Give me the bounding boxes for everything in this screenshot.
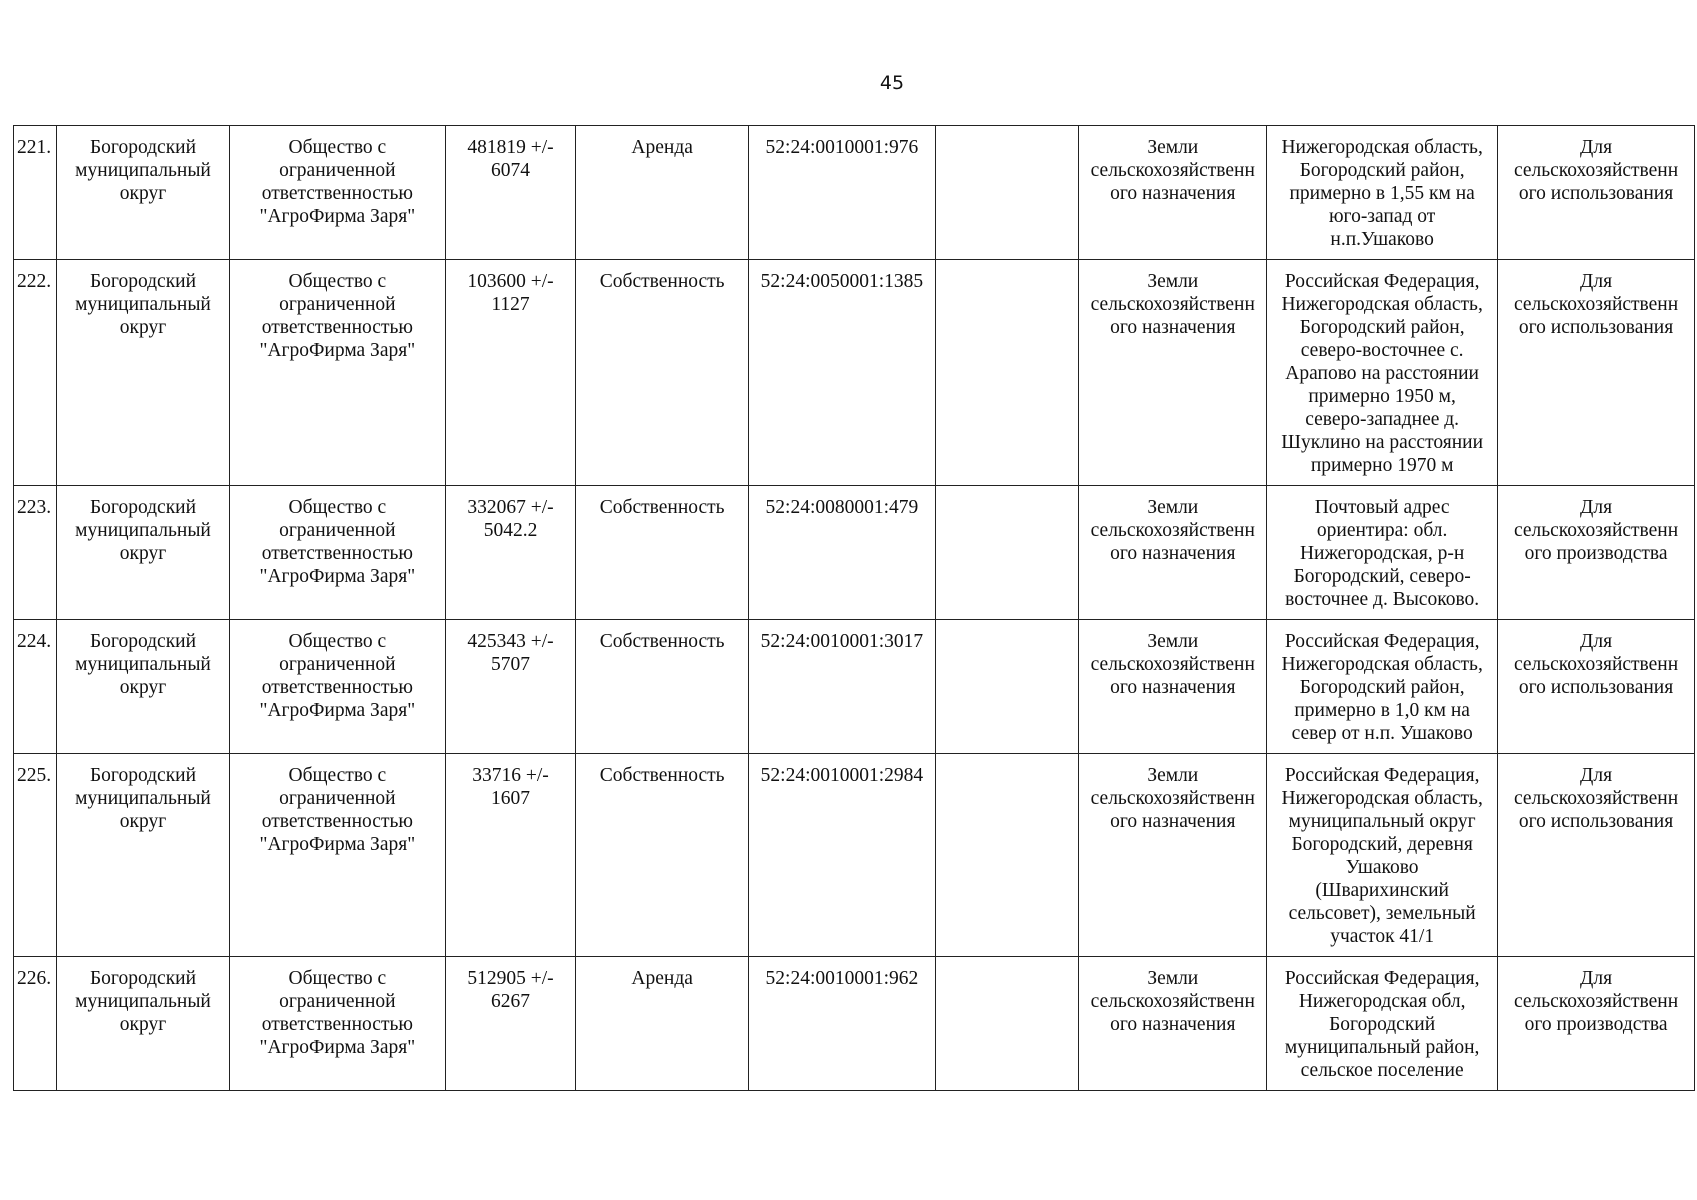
table-row (14, 486, 1695, 620)
row-number: 224. (14, 620, 57, 754)
owner-cell: Общество с ограниченной ответственностью "АгроФирма Заря" (229, 620, 445, 754)
permitted-use-cell: Для сельскохозяйственн ого использования (1498, 620, 1695, 754)
right-type-cell: Собственность (576, 260, 749, 486)
permitted-use-cell: Для сельскохозяйственн ого использования (1498, 754, 1695, 957)
land-category-cell: Земли сельскохозяйственн ого назначения (1079, 260, 1267, 486)
area-cell: 481819 +/- 6074 (445, 126, 576, 260)
right-type-cell: Аренда (576, 957, 749, 1091)
district-cell: Богородский муниципальный округ (57, 754, 230, 957)
permitted-use-cell: Для сельскохозяйственн ого использования (1498, 260, 1695, 486)
row-number: 225. (14, 754, 57, 957)
row-number: 226. (14, 957, 57, 1091)
cadastral-number-cell: 52:24:0080001:479 (749, 486, 936, 620)
row-number: 221. (14, 126, 57, 260)
page-number: 45 (879, 72, 905, 94)
empty-cell (935, 486, 1079, 620)
right-type-cell: Собственность (576, 754, 749, 957)
right-type-cell: Собственность (576, 620, 749, 754)
address-cell: Российская Федерация, Нижегородская область, Богородский район, северо-восточнее с. Арапово на расстоянии примерно 1950 м, северо-западнее д. Шуклино на расстоянии примерно 1970 м (1267, 260, 1498, 486)
cadastral-number-cell: 52:24:0010001:3017 (749, 620, 936, 754)
cadastral-number-cell: 52:24:0050001:1385 (749, 260, 936, 486)
owner-cell: Общество с ограниченной ответственностью "АгроФирма Заря" (229, 754, 445, 957)
district-cell: Богородский муниципальный округ (57, 260, 230, 486)
address-cell: Почтовый адрес ориентира: обл. Нижегородская, р-н Богородский, северо- восточнее д. Высоково. (1267, 486, 1498, 620)
land-category-cell: Земли сельскохозяйственн ого назначения (1079, 620, 1267, 754)
owner-cell: Общество с ограниченной ответственностью "АгроФирма Заря" (229, 486, 445, 620)
area-cell: 425343 +/- 5707 (445, 620, 576, 754)
table-row (14, 957, 1695, 1091)
land-registry-table (13, 125, 1695, 1091)
address-cell: Российская Федерация, Нижегородская область, Богородский район, примерно в 1,0 км на север от н.п. Ушаково (1267, 620, 1498, 754)
table-row (14, 754, 1695, 957)
district-cell: Богородский муниципальный округ (57, 620, 230, 754)
empty-cell (935, 126, 1079, 260)
right-type-cell: Собственность (576, 486, 749, 620)
permitted-use-cell: Для сельскохозяйственн ого производства (1498, 486, 1695, 620)
row-number: 222. (14, 260, 57, 486)
land-category-cell: Земли сельскохозяйственн ого назначения (1079, 957, 1267, 1091)
permitted-use-cell: Для сельскохозяйственн ого производства (1498, 957, 1695, 1091)
cadastral-number-cell: 52:24:0010001:962 (749, 957, 936, 1091)
area-cell: 512905 +/- 6267 (445, 957, 576, 1091)
district-cell: Богородский муниципальный округ (57, 957, 230, 1091)
land-category-cell: Земли сельскохозяйственн ого назначения (1079, 486, 1267, 620)
owner-cell: Общество с ограниченной ответственностью "АгроФирма Заря" (229, 126, 445, 260)
right-type-cell: Аренда (576, 126, 749, 260)
address-cell: Нижегородская область, Богородский район, примерно в 1,55 км на юго-запад от н.п.Ушаково (1267, 126, 1498, 260)
empty-cell (935, 260, 1079, 486)
permitted-use-cell: Для сельскохозяйственн ого использования (1498, 126, 1695, 260)
row-number: 223. (14, 486, 57, 620)
cadastral-number-cell: 52:24:0010001:976 (749, 126, 936, 260)
land-category-cell: Земли сельскохозяйственн ого назначения (1079, 126, 1267, 260)
owner-cell: Общество с ограниченной ответственностью "АгроФирма Заря" (229, 260, 445, 486)
area-cell: 103600 +/- 1127 (445, 260, 576, 486)
cadastral-number-cell: 52:24:0010001:2984 (749, 754, 936, 957)
area-cell: 33716 +/- 1607 (445, 754, 576, 957)
address-cell: Российская Федерация, Нижегородская область, муниципальный округ Богородский, деревня Ушаково (Шварихинский сельсовет), земельный участок 41/1 (1267, 754, 1498, 957)
table-row (14, 620, 1695, 754)
district-cell: Богородский муниципальный округ (57, 486, 230, 620)
table-row (14, 260, 1695, 486)
address-cell: Российская Федерация, Нижегородская обл, Богородский муниципальный район, сельское поселение (1267, 957, 1498, 1091)
empty-cell (935, 620, 1079, 754)
district-cell: Богородский муниципальный округ (57, 126, 230, 260)
owner-cell: Общество с ограниченной ответственностью "АгроФирма Заря" (229, 957, 445, 1091)
area-cell: 332067 +/- 5042.2 (445, 486, 576, 620)
empty-cell (935, 754, 1079, 957)
land-category-cell: Земли сельскохозяйственн ого назначения (1079, 754, 1267, 957)
table-row (14, 126, 1695, 260)
empty-cell (935, 957, 1079, 1091)
